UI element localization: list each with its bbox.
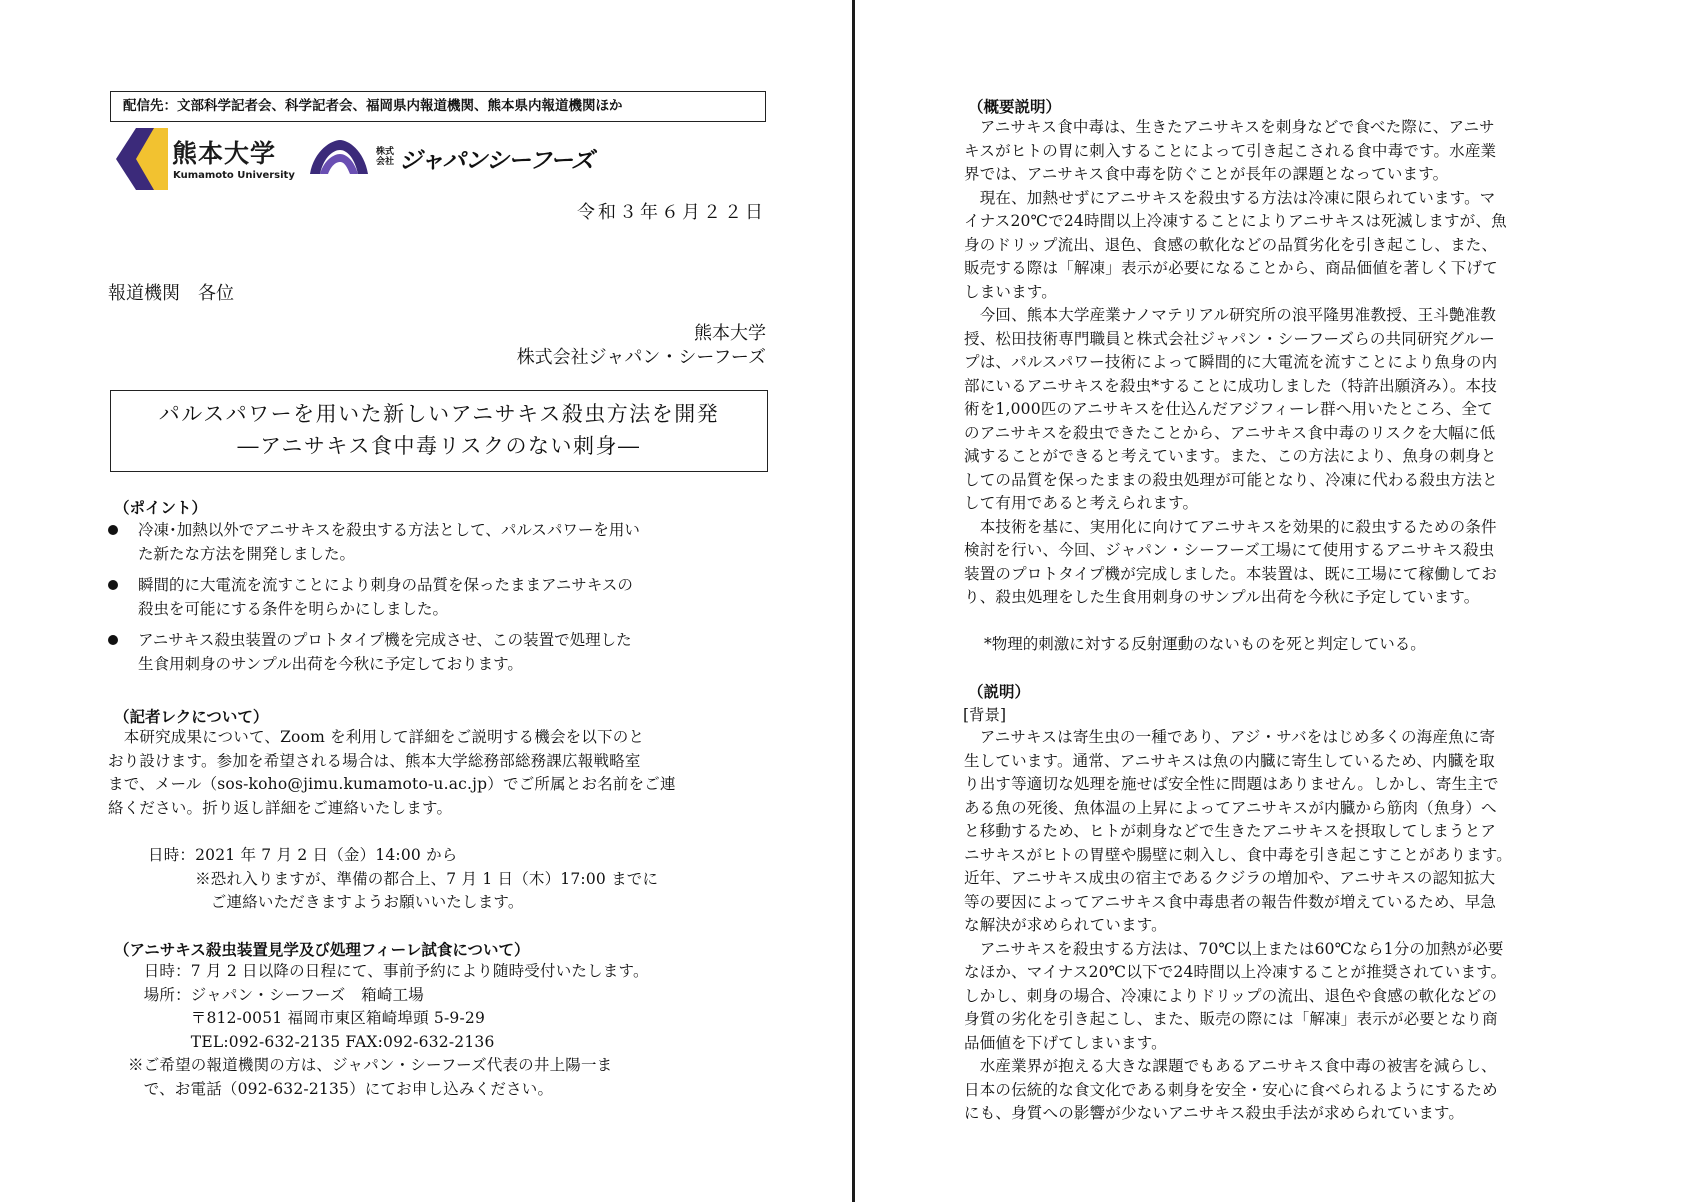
senders: [517, 322, 766, 370]
press-release-title: [110, 390, 768, 472]
overview-heading: （概要説明）: [968, 98, 1062, 116]
tour-heading: （アニサキス殺虫装置見学及び処理フィーレ試食について）: [114, 941, 530, 959]
kabushiki-kaisha-label: 株式会社: [375, 147, 394, 167]
point-item: 瞬間的に大電流を流すことにより刺身の品質を保ったままアニサキスの 殺虫を可能にする条件を明らかにしました。: [108, 574, 768, 621]
overview-body: アニサキス食中毒は、生きたアニサキスを刺身などで食べた際に、アニサ キスがヒトの胃に刺入することによって引き起こされる食中毒です。水産業 界では、アニサキス食中毒を防ぐことが長年の課題となっています。 現在、加熱せずにアニサキスを殺虫する方法は冷凍に限られています。マ イナス20℃で24時間以上冷凍することによりアニサキスは死滅しますが、魚 身のドリップ流出、退色、食感の軟化などの品質劣化を引き起こし、また、 販売する際は「解凍」表示が必要になることから、商品価値を著しく下げて しまいます。 今回、熊本大学産業ナノマテリアル研究所の浪平隆男准教授、王斗艶准教 授、松田技術専門職員と株式会社ジャパン・シーフーズらの共同研究グルー プは、パルスパワー技術によって瞬間的に大電流を流すことにより魚身の内 部にいるアニサキスを殺虫*することに成功しました（特許出願済み）。本技 術を1,000匹のアニサキスを仕込んだアジフィーレ群へ用いたところ、全て のアニサキスを殺虫できたことから、アニサキス食中毒のリスクを大幅に低 減することができると考えています。また、この方法により、魚身の刺身と しての品質を保ったままの殺虫処理が可能となり、冷凍に代わる殺虫方法と して有用であると考えられます。 本技術を基に、実用化に向けてアニサキスを効果的に殺虫するための条件 検討を行い、今回、ジャパン・シーフーズ工場にて使用するアニサキス殺虫 装置のプロトタイプ機が完成しました。本装置は、既に工場にて稼働してお り、殺虫処理をした生食用刺身のサンプル出荷を今秋に予定しています。: [964, 118, 1507, 606]
sender-company: 株式会社ジャパン・シーフーズ: [516, 347, 766, 368]
bullet-icon: [108, 635, 118, 645]
japan-seafoods-mark-icon: [308, 138, 370, 178]
japan-seafoods-logo: [308, 138, 608, 182]
title-sub: ―アニサキス食中毒リスクのない刺身―: [237, 434, 641, 458]
points-list: [108, 519, 768, 684]
background-subheading: [背景]: [963, 706, 1007, 724]
press-briefing-body: 本研究成果について、Zoom を利用して詳細をご説明する機会を以下のと おり設けます。参加を希望される場合は、熊本大学総務部総務課広報戦略室 まで、メール（sos-koho@jimu.kumamoto-u.ac.jp）でご所属とお名前をご連 絡ください。折り返し詳細をご連絡いたします。: [108, 728, 676, 817]
point-item: アニサキス殺虫装置のプロトタイプ機を完成させ、この装置で処理した 生食用刺身のサンプル出荷を今秋に予定しております。: [108, 629, 768, 676]
kumamoto-university-english: Kumamoto University: [173, 170, 295, 181]
recipient: 報道機関 各位: [108, 283, 234, 304]
press-briefing-heading: （記者レクについて）: [114, 708, 269, 726]
points-heading: （ポイント）: [114, 499, 208, 517]
right-page: [856, 0, 1701, 1202]
explanation-body: アニサキスは寄生虫の一種であり、アジ・サバをはじめ多くの海産魚に寄 生しています。通常、アニサキスは魚の内臓に寄生しているため、内臓を取 り出す等適切な処理を施せば安全性に問題はありません。しかし、寄生主で ある魚の死後、魚体温の上昇によってアニサキスが内臓から筋肉（魚身）へ と移動するため、ヒトが刺身などで生きたアニサキスを摂取してしまうとア ニサキスがヒトの胃壁や腸壁に刺入し、食中毒を引き起こすことがあります。 近年、アニサキス成虫の宿主であるクジラの増加や、アニサキスの認知拡大 等の要因によってアニサキス食中毒患者の報告件数が増えているため、早急 な解決が求められています。 アニサキスを殺虫する方法は、70℃以上または60℃なら1分の加熱が必要 なほか、マイナス20℃以下で24時間以上冷凍することが推奨されています。 しかし、刺身の場合、冷凍によりドリップの流出、退色や食感の軟化などの 身質の劣化を引き起こし、また、販売の際には「解凍」表示が必要となり商 品価値を下げてしまいます。 水産業界が抱える大きな課題でもあるアニサキス食中毒の被害を減らし、 日本の伝統的な食文化である刺身を安全・安心に食べられるようにするため にも、身質への影響が少ないアニサキス殺虫手法が求められています。: [964, 728, 1512, 1122]
kumamoto-university-logo: [116, 128, 296, 190]
bullet-icon: [108, 580, 118, 590]
kumamoto-university-mark-icon: [116, 128, 168, 190]
release-date: 令和３年６月２２日: [577, 202, 766, 223]
bullet-icon: [108, 525, 118, 535]
logos: [116, 128, 616, 190]
kumamoto-university-name: 熊本大学: [172, 139, 277, 168]
page-divider: [852, 0, 855, 1202]
title-main: パルスパワーを用いた新しいアニサキス殺虫方法を開発: [158, 402, 720, 426]
overview-footnote: *物理的刺激に対する反射運動のないものを死と判定している。: [984, 635, 1426, 653]
press-briefing-schedule: 日時：2021 年 7 月 2 日（金）14:00 から ※恐れ入りますが、準備の都合上、7 月 1 日（木）17:00 までに ご連絡いただきますようお願いいたします。: [148, 846, 659, 911]
sender-university: 熊本大学: [694, 323, 766, 344]
japan-seafoods-name: ジャパンシーフーズ: [399, 148, 593, 174]
point-item: 冷凍･加熱以外でアニサキスを殺虫する方法として、パルスパワーを用い た新たな方法を開発しました。: [108, 519, 768, 566]
distribution-list: 配信先：文部科学記者会、科学記者会、福岡県内報道機関、熊本県内報道機関ほか: [110, 91, 766, 122]
explanation-heading: （説明）: [968, 683, 1031, 701]
tour-body: 日時：7 月 2 日以降の日程にて、事前予約により随時受付いたします。 場所：ジャパン・シーフーズ 箱崎工場 〒812-0051 福岡市東区箱崎埠頭 5-9-29 TEL:092-632-2135 FAX:092-632-2136 ※ご希望の報道機関の方は、ジャパン・シーフーズ代表の井上陽一ま で、お電話（092-632-2135）にてお申し込みください。: [128, 962, 649, 1098]
